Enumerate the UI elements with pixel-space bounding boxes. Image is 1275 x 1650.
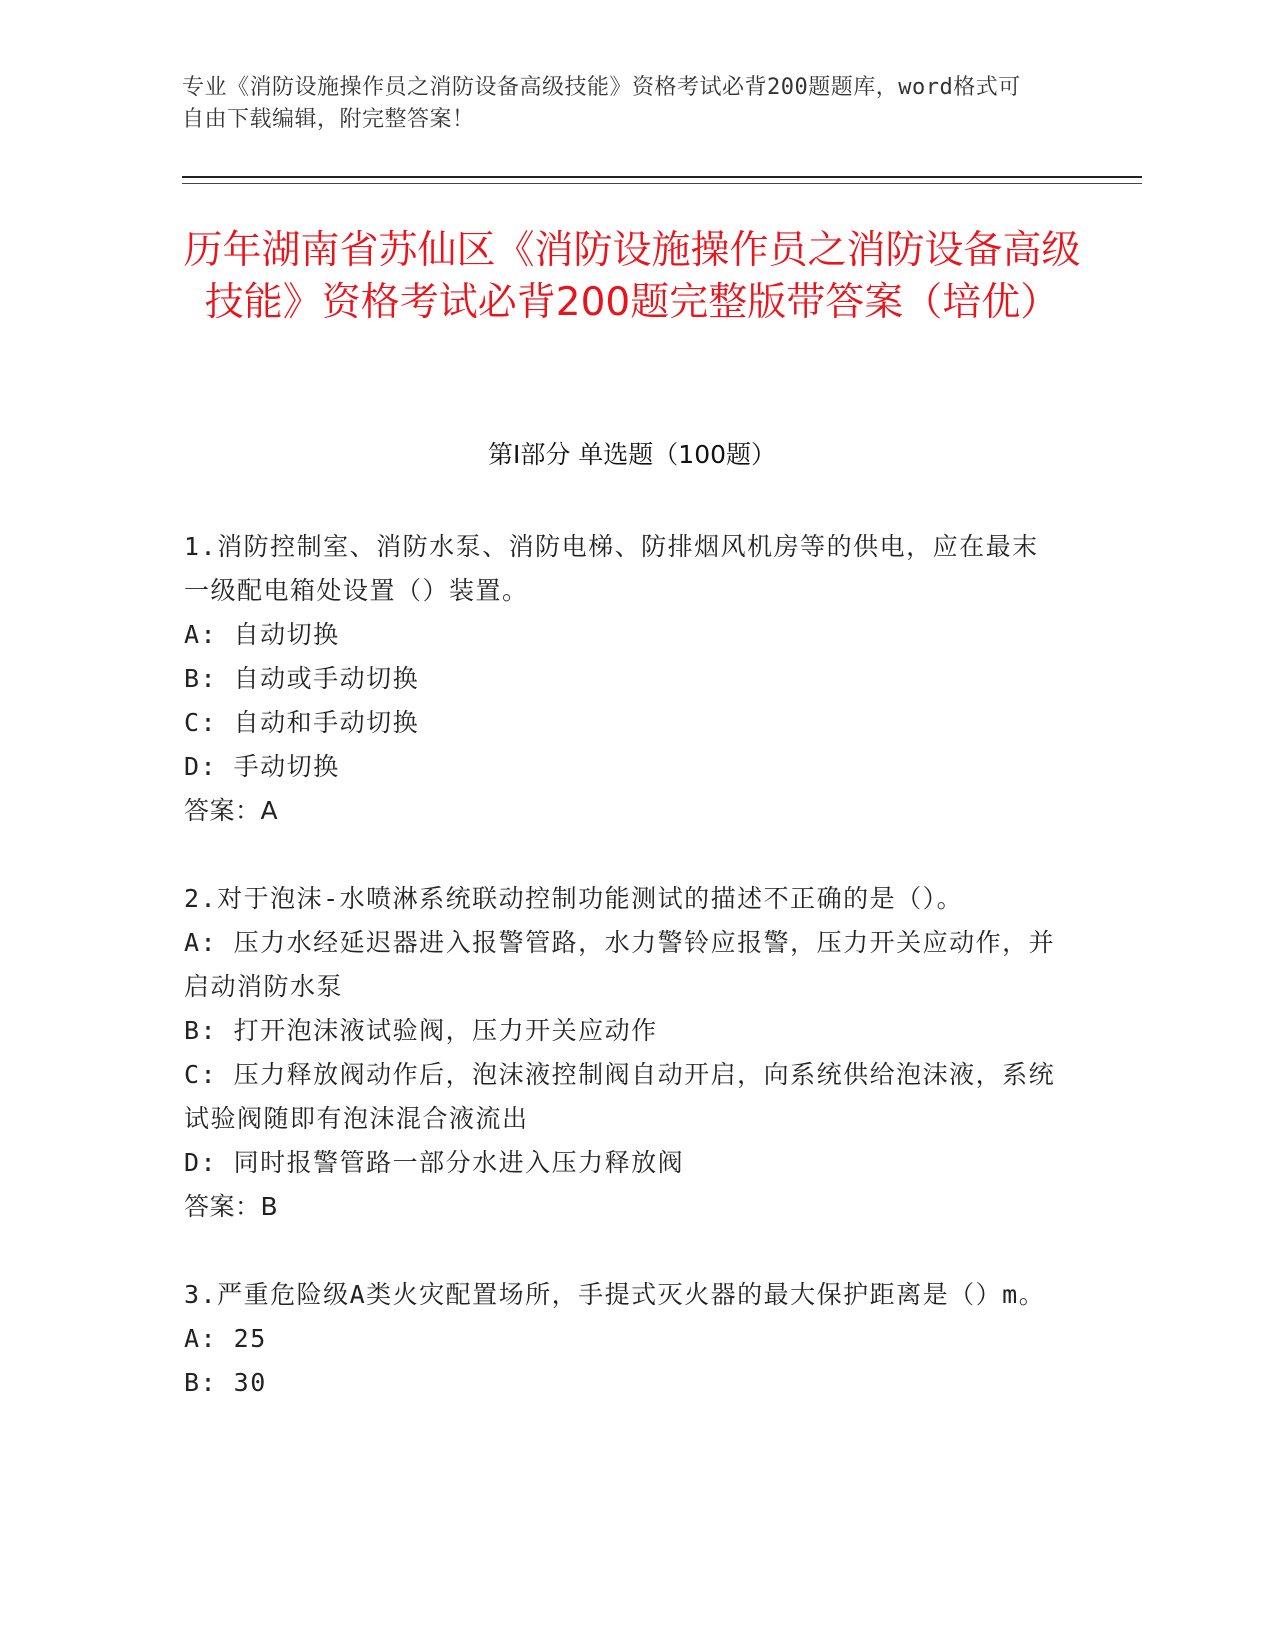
question-option-a: A: 25 xyxy=(184,1324,267,1353)
question-option-b: B: 打开泡沫液试验阀，压力开关应动作 xyxy=(184,1016,658,1045)
question-option-b: B: 自动或手动切换 xyxy=(184,664,420,693)
question-stem: 3.严重危险级A类火灾配置场所，手提式灭火器的最大保护距离是（）m。 xyxy=(184,1280,1046,1309)
question-option-c: C: 自动和手动切换 xyxy=(184,708,420,737)
question-option-b: B: 30 xyxy=(184,1368,267,1397)
section-title: 第I部分 单选题（100题） xyxy=(487,440,777,469)
question-option-d: D: 同时报警管路一部分水进入压力释放阀 xyxy=(184,1148,685,1177)
question-answer: 答案：A xyxy=(184,796,279,825)
header-note: 专业《消防设施操作员之消防设备高级技能》资格考试必背200题题库，word格式可自由下载编辑，附完整答案！ xyxy=(182,75,1021,132)
question-2 xyxy=(184,877,1064,1229)
question-option-c: C: 压力释放阀动作后，泡沫液控制阀自动开启，向系统供给泡沫液，系统试验阀随即有泡沫混合液流出 xyxy=(184,1060,1056,1133)
question-stem: 1.消防控制室、消防水泵、消防电梯、防排烟风机房等的供电，应在最末一级配电箱处设置（）装置。 xyxy=(184,532,1039,605)
question-option-a: A: 压力水经延迟器进入报警管路，水力警铃应报警，压力开关应动作，并启动消防水泵 xyxy=(184,928,1056,1001)
header-divider-thick xyxy=(182,176,1142,178)
header-divider-thin xyxy=(182,183,1142,184)
question-answer: 答案：B xyxy=(184,1192,279,1221)
question-list xyxy=(184,525,1064,1449)
question-option-a: A: 自动切换 xyxy=(184,620,340,649)
question-stem: 2.对于泡沫-水喷淋系统联动控制功能测试的描述不正确的是（）。 xyxy=(184,884,964,913)
question-option-d: D: 手动切换 xyxy=(184,752,340,781)
document-title: 历年湖南省苏仙区《消防设施操作员之消防设备高级技能》资格考试必背200题完整版带答案（培优） xyxy=(183,228,1081,325)
question-3 xyxy=(184,1273,1064,1405)
question-1 xyxy=(184,525,1064,833)
